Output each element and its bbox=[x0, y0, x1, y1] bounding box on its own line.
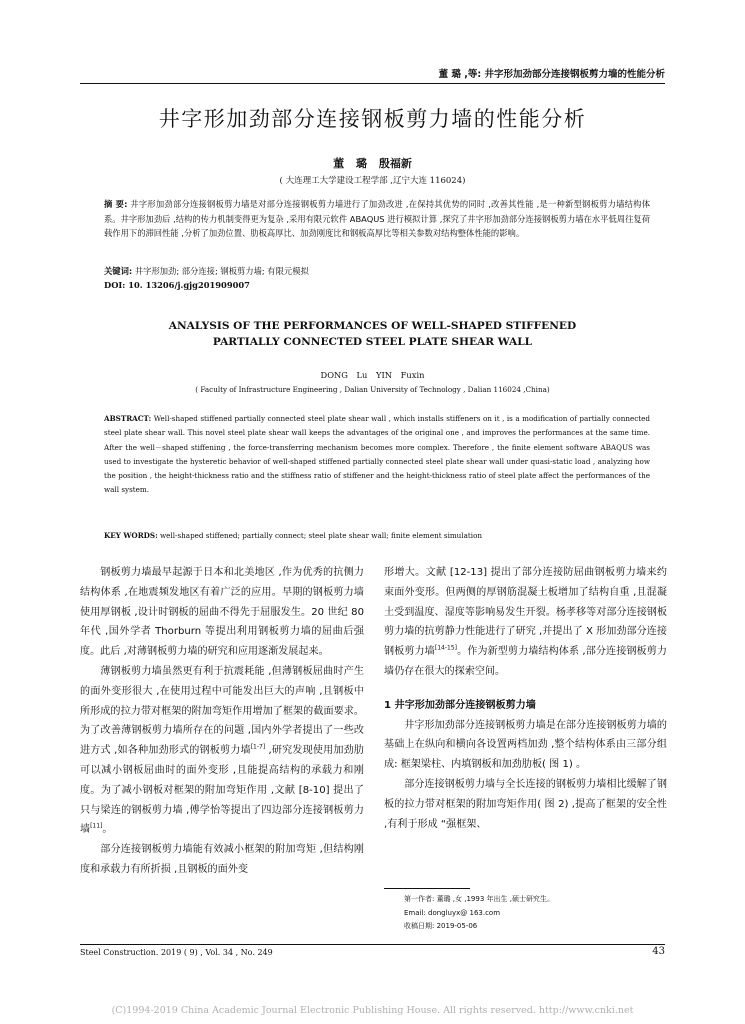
doi: DOI: 10. 13206/j.gjg201909007 bbox=[104, 280, 250, 290]
citation: [14-15] bbox=[434, 644, 457, 652]
footnote-rule bbox=[384, 888, 470, 889]
keywords-en bbox=[104, 531, 650, 540]
footnote-received: 收稿日期: 2019-05-06 bbox=[404, 922, 478, 930]
footnote-author: 第一作者: 董璐 ,女 ,1993 年出生 ,硕士研究生。 bbox=[404, 895, 554, 903]
body-paragraph: 部分连接钢板剪力墙与全长连接的钢板剪力墙相比缓解了钢板的拉力带对框架的附加弯矩作用( 图 2) ,提高了框架的安全性 ,有利于形成 “强框架、 bbox=[384, 778, 667, 830]
footnote-email: Email: dongluyx@ 163.com bbox=[404, 908, 501, 917]
page-number: 43 bbox=[652, 946, 665, 957]
body-text: 形增大。文献 [12-13] 提出了部分连接防屈曲钢板剪力墙来约束面外变形。但两侧的厚钢筋混凝土板增加了结构自重 ,且混凝土受到温度、湿度等影响易发生开裂。杨孝移等对部分连接钢板剪力墙的抗剪静力性能进行了研究 ,并提出了 X 形加劲部分连接钢板剪力墙 bbox=[384, 567, 667, 658]
abstract-en bbox=[104, 412, 650, 498]
affiliation-en: ( Faculty of Infrastructure Engineering , Dalian University of Technology , Dalian 116024 ,China) bbox=[195, 385, 550, 394]
paper-title-cn: 井字形加劲部分连接钢板剪力墙的性能分析 bbox=[158, 107, 587, 131]
header-rule bbox=[80, 83, 665, 84]
body-paragraph bbox=[384, 563, 667, 682]
section-heading: 1 井字形加劲部分连接钢板剪力墙 bbox=[384, 699, 536, 711]
affiliation-cn: ( 大连理工大学建设工程学部 ,辽宁大连 116024) bbox=[279, 176, 466, 186]
body-paragraph bbox=[80, 662, 364, 840]
abstract-cn-text: 井字形加劲部分连接钢板剪力墙是对部分连接钢板剪力墙进行了加劲改进 ,在保持其优势的同时 ,改善其性能 ,是一种新型钢板剪力墙结构体系。井字形加劲后 ,结构的传力机制变得更为复杂 ,采用有限元软件 ABAQUS 进行模拟计算 ,探究了井字形加劲部分连接钢板剪力墙在水平低周往复荷载作用下的滞回性能 ,分析了加劲位置、肋板高厚比、加劲刚度比和钢板高厚比等相关参数对结构整体性能的影响。 bbox=[104, 199, 650, 238]
journal-info: Steel Construction. 2019 ( 9) , Vol. 34 , No. 249 bbox=[80, 948, 273, 957]
body-text: 。作为新型剪力墙结构体系 ,部分连接钢板剪力墙仍存在很大的探索空间。 bbox=[384, 646, 667, 677]
running-head: 董 璐 ,等: 井字形加劲部分连接钢板剪力墙的性能分析 bbox=[438, 69, 665, 80]
footer-rule bbox=[80, 944, 665, 945]
abstract-cn bbox=[104, 197, 650, 241]
keywords-cn bbox=[104, 265, 650, 277]
authors-en: DONG Lu YIN Fuxin bbox=[320, 370, 425, 380]
body-text: 。 bbox=[102, 824, 113, 836]
citation: [11] bbox=[90, 823, 103, 830]
body-paragraph: 钢板剪力墙最早起源于日本和北美地区 ,作为优秀的抗侧力结构体系 ,在地震频发地区有着广泛的应用。早期的钢板剪力墙使用厚钢板 ,设计时钢板的屈曲不得先于屈服发生。20 世纪 80 年代 ,国外学者 Thorburn 等提出利用钢板剪力墙的屈曲后强度。此后 ,对薄钢板剪力墙的研究和应用逐渐发展起来。 bbox=[80, 567, 364, 658]
copyright-watermark: (C)1994-2019 China Academic Journal Electronic Publishing House. All rights reserved. http://www.cnki.net bbox=[111, 1005, 634, 1016]
keywords-en-text: well-shaped stiffened; partially connect; steel plate shear wall; finite element simulation bbox=[157, 531, 483, 540]
abstract-en-text: Well-shaped stiffened partially connected steel plate shear wall , which installs stiffeners on it , is a modification of partially connected steel plate shear wall. This novel steel plate shear wall keeps the advantages of the original one , and improves the performances at the same time. After the well－shaped stiffening , the force-transferring mechanism becomes more complex. Therefore , the finite element software ABAQUS was used to investigate the hysteretic behavior of well-shaped stiffened partially connected steel plate shear wall under quasi-static load , analyzing how the position , the height-thickness ratio and the stiffness ratio of stiffener and the height-thickness ratio of steel plate affect the performances of the wall system. bbox=[104, 414, 650, 495]
paper-title-en bbox=[80, 318, 665, 350]
title-en-line1: ANALYSIS OF THE PERFORMANCES OF WELL-SHAPED STIFFENED bbox=[168, 320, 577, 332]
body-column-right bbox=[384, 563, 667, 834]
keywords-cn-text: 井字形加劲; 部分连接; 钢板剪力墙; 有限元模拟 bbox=[132, 266, 309, 276]
authors-cn: 董 璐 殷福新 bbox=[333, 157, 412, 170]
keywords-cn-label: 关键词: bbox=[104, 266, 133, 276]
keywords-en-label: KEY WORDS: bbox=[104, 531, 158, 540]
body-text: 薄钢板剪力墙虽然更有利于抗震耗能 ,但薄钢板屈曲时产生的面外变形很大 ,在使用过程中可能发出巨大的声响 ,且钢板中所形成的拉力带对框架的附加弯矩作用增加了框架的截面要求。为了改善薄钢板剪力墙所存在的问题 ,国内外学者提出了一些改进方式 ,如各种加劲形式的钢板剪力墙 bbox=[80, 665, 364, 757]
body-column-left bbox=[80, 563, 364, 880]
body-text: ,研究发现使用加劲肋可以减小钢板屈曲时的面外变形 ,且能提高结构的承载力和刚度。为了减小钢板对框架的附加弯矩作用 ,文献 [8-10] 提出了只与梁连的钢板剪力墙 ,傅学怡等提出了四边部分连接钢板剪力墙 bbox=[80, 745, 364, 836]
citation: [1-7] bbox=[250, 743, 266, 751]
body-paragraph: 井字形加劲部分连接钢板剪力墙是在部分连接钢板剪力墙的基础上在纵向和横向各设置两档加劲 ,整个结构体系由三部分组成: 框架梁柱、内填钢板和加劲肋板( 图 1) 。 bbox=[384, 719, 667, 771]
body-paragraph: 部分连接钢板剪力墙能有效减小框架的附加弯矩 ,但结构刚度和承载力有所折损 ,且钢板的面外变 bbox=[80, 844, 364, 875]
footnote bbox=[404, 893, 664, 934]
abstract-cn-label: 摘 要: bbox=[104, 199, 128, 209]
title-en-line2: PARTIALLY CONNECTED STEEL PLATE SHEAR WALL bbox=[212, 336, 533, 348]
abstract-en-label: ABSTRACT: bbox=[104, 414, 152, 423]
